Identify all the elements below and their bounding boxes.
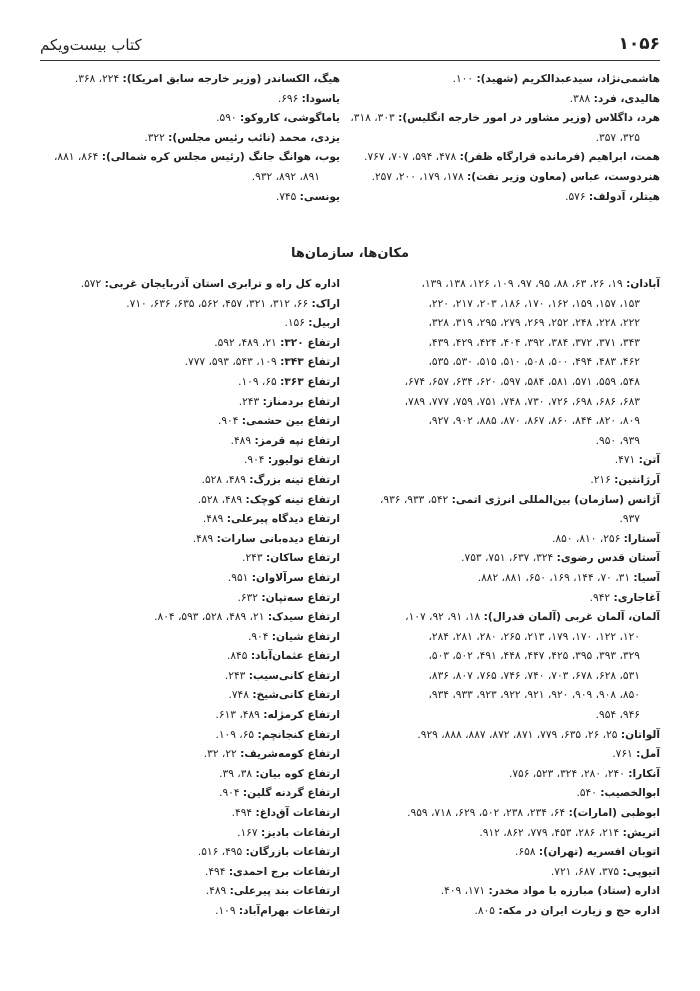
page-references: ۳۲۵، ۳۵۷. xyxy=(595,131,640,144)
index-entry xyxy=(335,608,660,628)
index-term: آستارا: xyxy=(623,532,660,545)
index-term: ارتفاع بردمناز: xyxy=(262,395,340,408)
index-term: ارتفاع دیده‌بانی سارات: xyxy=(216,532,340,545)
index-entry-continuation xyxy=(335,353,660,373)
index-term: یونسی: xyxy=(299,190,340,203)
index-term: اتریش: xyxy=(622,826,660,839)
page-references: ۱۷۸، ۱۷۹، ۲۰۰، ۲۵۷. xyxy=(371,170,468,183)
index-term: آنکارا: xyxy=(628,767,660,780)
page-references: ۹۰۴. xyxy=(244,454,268,467)
index-entry xyxy=(335,90,660,110)
index-term: ارتفاع تینه بزرگ: xyxy=(249,473,340,486)
page-references: ۵۷۶. xyxy=(565,190,589,203)
index-term: اداره (ستاد) مبارزه با مواد مخدر: xyxy=(488,885,660,898)
page-references: ۶۵، ۱۰۹. xyxy=(215,728,258,741)
page-references: ۵۳۱، ۶۲۸، ۶۷۸، ۷۰۳، ۷۴۰، ۷۴۶، ۷۶۵، ۸۰۷، ۸۳۶، xyxy=(428,669,640,682)
page-references: ۳۷۵، ۶۸۷، ۷۲۱. xyxy=(550,865,623,878)
index-term: ارتفاع سیدک: xyxy=(267,611,340,624)
index-entry xyxy=(40,608,340,628)
index-entry xyxy=(335,765,660,785)
index-term: ارتفاعات بند پیرعلی: xyxy=(229,885,340,898)
page-references: ۸۵۰، ۹۰۸، ۹۰۹، ۹۲۰، ۹۲۱، ۹۲۲، ۹۲۳، ۹۳۳، ۹۳۴، xyxy=(428,689,640,702)
page-references: ۲۴۳. xyxy=(224,669,249,682)
index-entry xyxy=(40,353,340,373)
page-references: ۲۱۴، ۲۸۶، ۴۵۳، ۷۷۹، ۸۶۲، ۹۱۲. xyxy=(479,826,623,839)
page-header xyxy=(40,30,660,61)
index-entry-continuation xyxy=(335,647,660,667)
index-entry xyxy=(40,412,340,432)
index-term: اراک: xyxy=(311,297,340,310)
page-references: ۴۸۹، ۶۱۳. xyxy=(215,709,264,722)
index-entry xyxy=(335,148,660,168)
page-references: ۶۹۶. xyxy=(277,92,302,105)
page-references: ۴۹۴. xyxy=(204,865,229,878)
index-entry xyxy=(335,843,660,863)
index-entry xyxy=(335,491,660,511)
page-references: ۳۲۹، ۳۹۳، ۳۹۵، ۴۲۵، ۴۴۷، ۴۴۸، ۴۹۱، ۵۰۲، ۵۰۳، xyxy=(428,650,640,663)
page-references: ۶۵، ۱۰۹. xyxy=(238,375,281,388)
page-references: ۳۰۳، ۳۱۸، xyxy=(350,112,399,125)
index-entry xyxy=(40,745,340,765)
index-entry xyxy=(40,628,340,648)
index-entry xyxy=(40,129,340,149)
page-references: ۲۴۰، ۲۸۰، ۳۲۴، ۵۲۳، ۷۵۶. xyxy=(508,767,629,780)
page-references: ۷۶۱. xyxy=(612,748,637,761)
index-term: اتوبان افسریه (تهران): xyxy=(538,846,660,859)
page-references: ۲۱، ۴۸۹، ۵۹۲. xyxy=(214,336,281,349)
page-references: ۲۴۳. xyxy=(238,395,263,408)
section-heading: مکان‌ها، سازمان‌ها xyxy=(290,246,409,261)
index-term: هیگ، الکساندر (وزیر خارجه سابق امریکا): xyxy=(122,73,340,85)
page-references: ۸۴۵. xyxy=(226,650,251,663)
index-term: ارتفاعات آق‌داغ: xyxy=(255,807,340,820)
index-entry-continuation xyxy=(335,334,660,354)
index-term: اربیل: xyxy=(308,317,340,330)
index-entry-continuation xyxy=(335,686,660,706)
index-entry xyxy=(335,726,660,746)
index-term: ارتفاع کانی‌شیخ: xyxy=(252,689,340,702)
page-references: ۶۸۳، ۶۸۶، ۶۹۸، ۷۲۶، ۷۳۰، ۷۴۸، ۷۵۱، ۷۵۹، ۷۷۷، ۷۸۹، xyxy=(404,395,640,408)
page-references: ۲۵۶، ۸۱۰، ۸۵۰. xyxy=(552,532,624,545)
index-entry-continuation xyxy=(335,393,660,413)
index-entry xyxy=(40,90,340,110)
index-entry xyxy=(40,393,340,413)
page-references: ۳۲۴، ۶۳۷، ۷۵۱، ۷۵۳. xyxy=(461,552,557,565)
index-entry xyxy=(335,109,660,129)
page-references: ۵۹۰. xyxy=(216,112,240,125)
page-references: ۳۲۲. xyxy=(144,131,169,144)
index-entry xyxy=(40,148,340,168)
index-term: ارتفاع ساکان: xyxy=(265,552,340,565)
index-term: یاسودا: xyxy=(301,92,340,105)
index-entry xyxy=(40,373,340,393)
index-entry xyxy=(40,686,340,706)
page-references: ۹۰۴. xyxy=(217,415,242,428)
index-entry xyxy=(40,109,340,129)
index-entry xyxy=(335,471,660,491)
index-term: هالیدی، فرد: xyxy=(593,92,660,105)
places-index-left-column xyxy=(40,275,340,922)
page-references: ۱۹، ۲۶، ۶۳، ۸۸، ۹۵، ۹۷، ۱۰۹، ۱۲۶، ۱۳۸، ۱۳۹، xyxy=(421,278,627,290)
index-entry-continuation xyxy=(335,314,660,334)
index-term: اداره کل راه و ترابری استان آذربایجان غربی: xyxy=(104,278,340,290)
index-term: ارتفاعات بازرگان: xyxy=(245,846,340,859)
index-entry xyxy=(335,549,660,569)
page-references: ۶۴، ۲۳۴، ۲۳۸، ۵۰۲، ۶۲۹، ۷۱۸، ۹۵۹. xyxy=(407,807,569,820)
index-entry xyxy=(335,902,660,922)
page-references: ۵۴۲، ۹۳۳، ۹۳۶، xyxy=(379,493,452,506)
index-entry xyxy=(40,804,340,824)
page-references: ۴۸۹. xyxy=(230,434,255,447)
page-references: ۲۵، ۲۶، ۶۳۵، ۷۷۹، ۸۷۱، ۸۷۲، ۸۸۷، ۸۸۸، ۹۲۹. xyxy=(417,728,621,741)
index-entry xyxy=(40,471,340,491)
index-entry xyxy=(40,491,340,511)
index-term: ارتفاع گردنه گلین: xyxy=(242,787,340,800)
index-term: هرد، داگلاس (وزیر مشاور در امور خارجه انگلیس): xyxy=(398,112,660,125)
index-term: یوب، هوانگ جانگ (رئیس مجلس کره شمالی): xyxy=(101,151,340,164)
page-references: ۴۹۴. xyxy=(231,807,256,820)
index-term: آستان قدس رضوی: xyxy=(556,552,660,565)
index-entry xyxy=(40,569,340,589)
page-references: ۹۳۷. xyxy=(619,513,640,526)
index-entry xyxy=(40,70,340,90)
index-entry xyxy=(40,647,340,667)
index-entry xyxy=(40,589,340,609)
index-entry-continuation xyxy=(335,432,660,452)
index-entry xyxy=(335,530,660,550)
page-references: ۴۸۹. xyxy=(192,532,217,545)
running-title: کتاب بیست‌ویکم xyxy=(40,36,142,54)
index-term: هنردوست، عباس (معاون وزیر نفت): xyxy=(467,170,660,183)
page-references: ۴۸۹. xyxy=(202,513,227,526)
index-term: آغاجاری: xyxy=(613,591,660,604)
index-term: ارتفاع دیدگاه پیرعلی: xyxy=(226,513,340,526)
index-term: یزدی، محمد (نائب رئیس مجلس): xyxy=(168,131,340,144)
index-term: ارتفاع کوه بیان: xyxy=(255,767,340,780)
index-entry xyxy=(40,667,340,687)
page-references: ۵۴۸، ۵۵۹، ۵۷۱، ۵۸۱، ۵۸۴، ۵۹۷، ۶۲۰، ۶۳۴، ۶۵۷، ۶۷۴، xyxy=(404,375,640,388)
index-term: آتن: xyxy=(638,454,660,467)
index-term: ارتفاع کرمژله: xyxy=(263,709,340,722)
index-entry xyxy=(40,188,340,208)
index-term: ارتفاع تپه قرمز: xyxy=(254,434,340,447)
page-references: ۱۶۷. xyxy=(237,826,261,839)
page-references: ۶۶، ۳۱۲، ۳۲۱، ۴۵۷، ۵۶۲، ۶۳۵، ۶۳۶، ۷۱۰. xyxy=(126,297,312,310)
page-references: ۴۸۹، ۵۲۸. xyxy=(201,473,250,486)
index-term: آبادان: xyxy=(626,278,660,290)
page-references: ۴۷۸، ۵۹۴، ۷۰۷، ۷۶۷. xyxy=(364,151,460,164)
people-index-left-column xyxy=(40,70,340,207)
index-term: یاماگوشی، کاروکو: xyxy=(239,112,340,125)
index-entry xyxy=(335,882,660,902)
page-references: ۳۸۸. xyxy=(569,92,594,105)
index-entry xyxy=(40,765,340,785)
page-references: ۱۸، ۹۱، ۹۲، ۱۰۷، xyxy=(405,611,484,624)
index-entry xyxy=(40,863,340,883)
page-references: ۲۲۲، ۲۲۸، ۲۴۸، ۲۵۲، ۲۶۹، ۲۷۹، ۲۹۵، ۳۱۹، ۳۲۸، xyxy=(428,317,640,330)
index-entry xyxy=(40,451,340,471)
index-term: ابوالخصیب: xyxy=(600,787,660,800)
index-term: ارتفاعات بادیز: xyxy=(260,826,340,839)
index-entry xyxy=(40,706,340,726)
page-number: ۱۰۵۶ xyxy=(618,34,660,54)
index-term: آلواتان: xyxy=(620,728,660,741)
page-references: ۳۴۳، ۳۷۱، ۳۷۲، ۳۸۴، ۳۹۲، ۴۰۴، ۴۲۴، ۴۲۹، ۴۳۹، xyxy=(428,336,640,349)
index-term: ابوظبی (امارات): xyxy=(568,807,660,820)
index-term: ارتفاعات برج احمدی: xyxy=(228,865,340,878)
index-entry-continuation xyxy=(335,510,660,530)
index-term: همت، ابراهیم (فرمانده قرارگاه ظفر): xyxy=(459,151,660,164)
page-references: ۶۵۸. xyxy=(515,846,539,859)
page-references: ۶۳۲. xyxy=(237,591,262,604)
page-references: ۹۵۱. xyxy=(227,571,252,584)
index-entry-continuation xyxy=(335,129,660,149)
index-term: ارتفاع ۳۴۳: xyxy=(280,356,340,369)
index-entry xyxy=(40,843,340,863)
people-index-right-column xyxy=(335,70,660,207)
page-references: ۹۰۴. xyxy=(219,787,243,800)
page-references: ۷۴۵. xyxy=(275,190,300,203)
page-references: ۱۰۹، ۵۴۳، ۵۹۳، ۷۷۷. xyxy=(184,356,281,369)
page-references: ۹۴۲. xyxy=(589,591,614,604)
page-references: ۵۴۰. xyxy=(576,787,601,800)
index-entry xyxy=(335,70,660,90)
page-references: ۲۱، ۴۸۹، ۵۲۸، ۵۹۳، ۸۰۴. xyxy=(154,611,268,624)
index-entry xyxy=(335,451,660,471)
index-term: ارتفاع کومه‌شریف: xyxy=(240,748,340,761)
index-entry xyxy=(40,902,340,922)
places-index-right-column xyxy=(335,275,660,922)
page-references: ۵۷۲. xyxy=(80,278,105,290)
page-references: ۲۲۴، ۳۶۸. xyxy=(74,73,123,85)
index-entry xyxy=(335,784,660,804)
index-entry xyxy=(40,824,340,844)
index-term: آرژانتین: xyxy=(614,473,660,486)
index-term: ارتفاع تولیور: xyxy=(267,454,340,467)
page-references: ۹۳۹، ۹۵۰. xyxy=(595,434,640,447)
page-references: ۱۵۶. xyxy=(284,317,309,330)
page-references: ۲۴۳. xyxy=(242,552,266,565)
page-references: ۸۰۵. xyxy=(474,905,499,917)
index-entry-continuation xyxy=(335,706,660,726)
page-references: ۴۹۵، ۵۱۶. xyxy=(197,846,246,859)
page-references: ۱۷۱، ۴۰۹. xyxy=(440,885,489,898)
index-term: ارتفاعات بهرام‌آباد: xyxy=(238,905,340,917)
index-entry-continuation xyxy=(40,168,340,188)
index-term: اداره حج و زیارت ایران در مکه: xyxy=(498,905,660,917)
index-term: ارتفاع عثمان‌آباد: xyxy=(250,650,340,663)
index-term: اتیوپی: xyxy=(622,865,660,878)
index-term: ارتفاع سه‌تپان: xyxy=(261,591,340,604)
page-references: ۴۸۹. xyxy=(205,885,230,898)
page-references: ۹۴۶، ۹۵۴. xyxy=(595,709,640,722)
index-entry xyxy=(335,589,660,609)
page-references: ۲۱۶. xyxy=(590,473,615,486)
page-references: ۴۷۱. xyxy=(614,454,639,467)
index-term: ارتفاع شیان: xyxy=(271,630,340,643)
index-entry xyxy=(40,275,340,295)
index-term: هاشمی‌نژاد، سیدعبدالکریم (شهید): xyxy=(476,73,660,85)
page-references: ۳۸، ۳۹. xyxy=(219,767,256,780)
index-entry xyxy=(40,295,340,315)
page-references: ۷۴۸. xyxy=(228,689,253,702)
index-entry xyxy=(335,275,660,295)
index-term: آلمان، آلمان غربی (آلمان فدرال): xyxy=(483,611,660,624)
index-term: هیتلر، آدولف: xyxy=(588,190,660,203)
index-entry xyxy=(40,726,340,746)
index-term: ارتفاع کانی‌سیب: xyxy=(248,669,340,682)
page-references: ۳۱، ۷۰، ۱۴۴، ۱۶۹، ۶۵۰، ۸۸۱، ۸۸۲. xyxy=(477,571,634,584)
index-entry-continuation xyxy=(335,628,660,648)
index-entry-continuation xyxy=(335,412,660,432)
page-references: ۱۵۳، ۱۵۷، ۱۵۹، ۱۶۲، ۱۷۰، ۱۸۶، ۲۰۳، ۲۱۷، ۲۲۰، xyxy=(428,297,640,310)
index-term: ارتفاع ۳۲۰: xyxy=(280,336,340,349)
page-references: ۱۰۹. xyxy=(215,905,239,917)
index-entry xyxy=(335,804,660,824)
index-entry-continuation xyxy=(335,295,660,315)
index-term: ارتفاع سرآلاوان: xyxy=(251,571,340,584)
index-entry xyxy=(40,784,340,804)
index-term: آژانس (سازمان) بین‌المللی انرژی اتمی: xyxy=(451,493,660,506)
page-references: ۴۸۹، ۵۲۸. xyxy=(197,493,246,506)
index-entry xyxy=(40,530,340,550)
index-term: ارتفاع کنجانچم: xyxy=(257,728,340,741)
page-references: ۴۶۲، ۴۸۳، ۴۹۴، ۵۰۰، ۵۰۸، ۵۱۰، ۵۱۵، ۵۳۰، ۵۳۵، xyxy=(428,356,640,369)
page-references: ۱۰۰. xyxy=(452,73,477,85)
index-entry xyxy=(40,314,340,334)
index-entry xyxy=(40,510,340,530)
page-references: ۸۶۴، ۸۸۱، xyxy=(53,151,102,164)
page-references: ۸۹۱، ۸۹۲، ۹۳۲. xyxy=(251,170,320,183)
index-entry xyxy=(335,824,660,844)
index-term: آمل: xyxy=(636,748,660,761)
index-entry xyxy=(40,549,340,569)
page-references: ۲۲، ۳۲. xyxy=(203,748,241,761)
index-entry xyxy=(40,334,340,354)
index-term: آسیا: xyxy=(633,571,660,584)
index-entry xyxy=(335,863,660,883)
index-entry-continuation xyxy=(335,373,660,393)
page-references: ۱۲۰، ۱۲۲، ۱۷۰، ۱۷۹، ۲۱۳، ۲۶۵، ۲۸۰، ۲۸۱، ۲۸۴، xyxy=(428,630,640,643)
index-entry xyxy=(40,882,340,902)
page-references: ۸۰۹، ۸۲۰، ۸۴۴، ۸۶۰، ۸۶۷، ۸۷۰، ۸۸۵، ۹۰۲، ۹۲۷، xyxy=(428,415,640,428)
index-entry-continuation xyxy=(335,667,660,687)
index-term: ارتفاع تینه کوچک: xyxy=(245,493,340,506)
index-term: ارتفاع ۳۶۳: xyxy=(280,375,340,388)
index-entry xyxy=(335,188,660,208)
index-entry xyxy=(40,432,340,452)
page-references: ۹۰۴. xyxy=(247,630,272,643)
index-entry xyxy=(335,168,660,188)
index-entry xyxy=(335,569,660,589)
index-term: ارتفاع بین حشمی: xyxy=(241,415,340,428)
index-entry xyxy=(335,745,660,765)
